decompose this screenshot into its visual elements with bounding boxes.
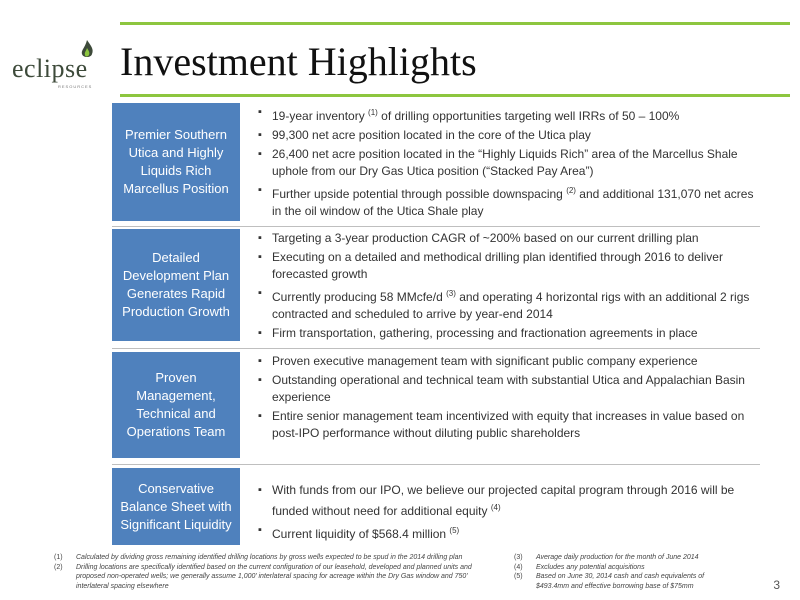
footnote: (3) Average daily production for the month of June 2014	[514, 554, 699, 561]
section-balance-sheet	[112, 468, 760, 545]
bullet-list	[258, 104, 760, 222]
section-position	[112, 103, 760, 221]
bullet-item: ▪ Entire senior management team incentivized with equity that increases in value based on post-IPO performance without diluting public shareholders	[258, 408, 760, 442]
bullet-item: ▪ 19-year inventory $^{(1)}$ of drilling opportunities targeting well IRRs of 50 – 100%	[258, 104, 760, 125]
bullet-list	[258, 230, 760, 344]
bullet-item: ▪ Firm transportation, gathering, processing and fractionation agreements in place	[258, 325, 760, 342]
bullet-item: ▪ Proven executive management team with significant public company experience	[258, 353, 760, 370]
logo-wordmark: eclipse	[12, 54, 88, 83]
section-development	[112, 229, 760, 341]
bullet-item: ▪ Currently producing 58 MMcfe/d $^{(3)}$ and operating 4 horizontal rigs with an additional 2 rigs contracted and scheduled to arrive by year-end 2014	[258, 285, 760, 323]
bullet-list	[258, 482, 760, 545]
footnote: (4) Excludes any potential acquisitions	[514, 563, 645, 571]
bullet-item: ▪ 99,300 net acre position located in the core of the Utica play	[258, 127, 760, 144]
page-title: Investment Highlights	[120, 39, 477, 84]
page-number: 3	[773, 578, 780, 592]
bullet-item: ▪ With funds from our IPO, we believe our projected capital program through 2016 will be funded without need for additional equity $^{(4)}$	[258, 482, 760, 520]
section-divider	[112, 348, 760, 349]
logo-subtitle: RESOURCES	[58, 84, 93, 89]
footnote: (2) Drilling locations are specifically identified based on the current configuration of our leasehold, developed and planned units and proposed non-operated wells; we generally assume 1,000’ interlateral spacing for acreage within the Dry Gas window and 750’ interlateral spacing elsewhere	[54, 563, 472, 590]
section-divider	[112, 464, 760, 465]
footnotes-left	[54, 553, 494, 591]
title-accent-rule	[120, 94, 790, 97]
company-logo	[12, 40, 104, 90]
bullet-list	[258, 353, 760, 444]
section-label: Conservative Balance Sheet with Significant Liquidity	[112, 468, 240, 545]
footnotes-right	[514, 553, 734, 591]
section-management	[112, 352, 760, 458]
section-label: Premier Southern Utica and Highly Liquids Rich Marcellus Position	[112, 103, 240, 221]
bullet-item: ▪ 26,400 net acre position located in the “Highly Liquids Rich” area of the Marcellus Shale uphole from our Dry Gas Utica position (“Stacked Pay Area”)	[258, 146, 760, 180]
footnote: (5) Based on June 30, 2014 cash and cash equivalents of $493.4mm and effective borrowing base of $75mm	[514, 573, 705, 590]
bullet-item: ▪ Outstanding operational and technical team with substantial Utica and Appalachian Basin experience	[258, 372, 760, 406]
footnote: (1) Calculated by dividing gross remaining identified drilling locations by gross wells expected to be spud in the 2014 drilling plan	[54, 554, 463, 561]
section-label: Proven Management, Technical and Operations Team	[112, 352, 240, 458]
bullet-item: ▪ Further upside potential through possible downspacing $^{(2)}$ and additional 131,070 net acres in the oil window of the Utica Shale play	[258, 182, 760, 220]
bullet-item: ▪ Targeting a 3-year production CAGR of ~200% based on our current drilling plan	[258, 230, 760, 247]
top-accent-rule	[120, 22, 790, 25]
section-label: Detailed Development Plan Generates Rapid Production Growth	[112, 229, 240, 341]
bullet-item: ▪ Executing on a detailed and methodical drilling plan identified through 2016 to deliver forecasted growth	[258, 249, 760, 283]
section-divider	[112, 226, 760, 227]
bullet-item: ▪ Current liquidity of $568.4 million $^{(5)}$	[258, 522, 760, 543]
